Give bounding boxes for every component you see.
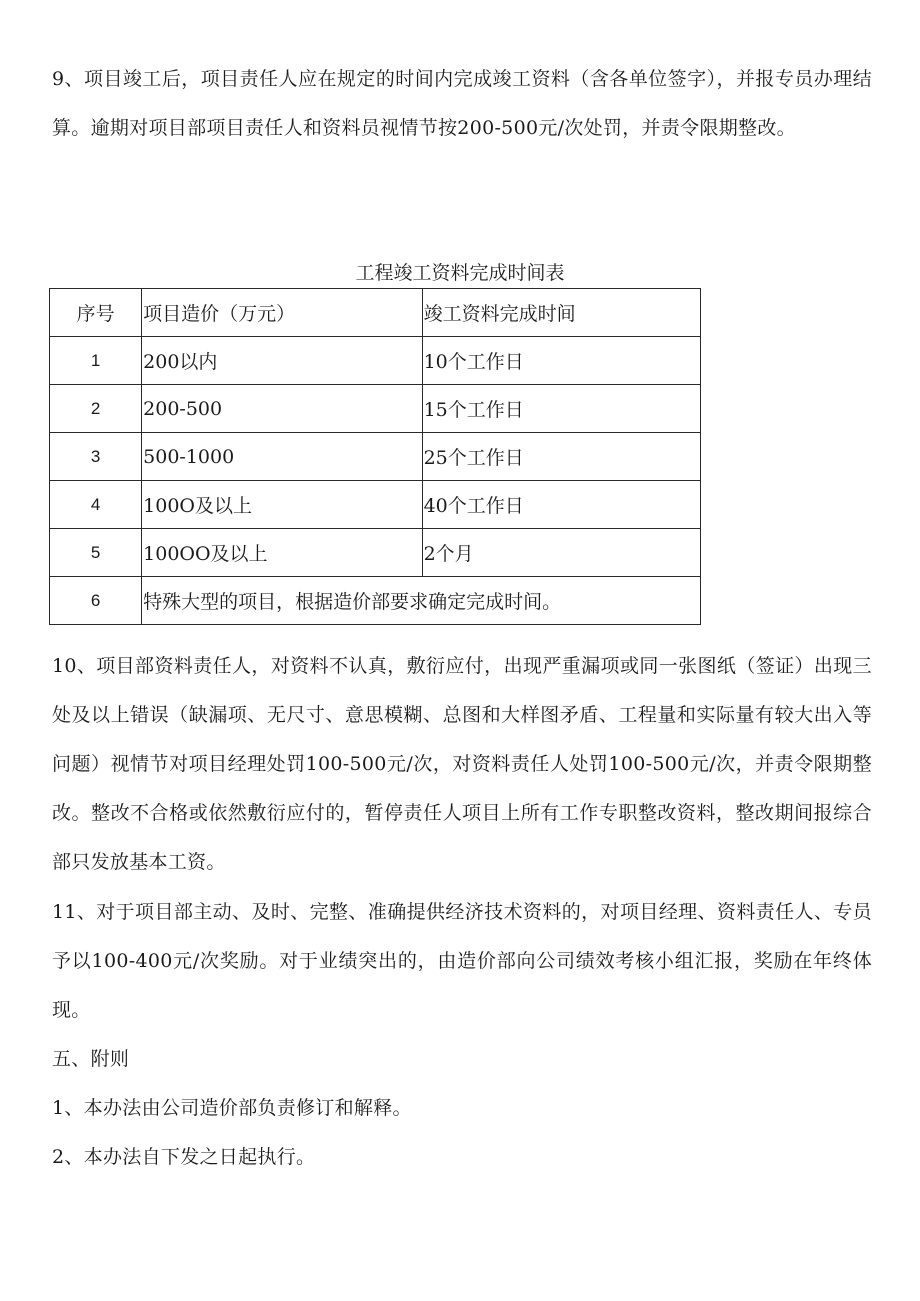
row-no: 1: [50, 337, 142, 385]
row-time: 15个工作日: [422, 385, 700, 433]
table-row: [50, 433, 701, 481]
row-no: 4: [50, 481, 142, 529]
row-cost: 200-500: [142, 385, 422, 433]
paragraph-10: 10、项目部资料责任人，对资料不认真，敷衍应付，出现严重漏项或同一张图纸（签证）出现三处及以上错误（缺漏项、无尺寸、意思模糊、总图和大样图矛盾、工程量和实际量有较大出入等问题）视情节对项目经理处罚100-500元/次，对资料责任人处罚100-500元/次，并责令限期整改。整改不合格或依然敷衍应付的，暂停责任人项目上所有工作专职整改资料，整改期间报综合部只发放基本工资。: [52, 655, 872, 873]
table-row: [50, 385, 701, 433]
row-cost: 100O及以上: [142, 481, 422, 529]
table-row: [50, 481, 701, 529]
row-time: 25个工作日: [422, 433, 700, 481]
row-cost: 100OO及以上: [142, 529, 422, 577]
appendix-item-2: 2、本办法自下发之日起执行。: [52, 1146, 316, 1168]
table-header-row: [50, 289, 701, 337]
table-row: [50, 337, 701, 385]
header-cost: 项目造价（万元）: [142, 289, 422, 337]
row-no: 3: [50, 433, 142, 481]
row-note: 特殊大型的项目，根据造价部要求确定完成时间。: [142, 577, 701, 625]
section-heading-5: 五、附则: [52, 1048, 130, 1070]
header-time: 竣工资料完成时间: [422, 289, 700, 337]
table-row: [50, 529, 701, 577]
completion-time-table: [49, 288, 701, 625]
appendix-item-1: 1、本办法由公司造价部负责修订和解释。: [52, 1097, 412, 1119]
table-title: 工程竣工资料完成时间表: [355, 262, 565, 284]
row-time: 10个工作日: [422, 337, 700, 385]
row-time: 40个工作日: [422, 481, 700, 529]
row-no: 2: [50, 385, 142, 433]
header-no: 序号: [50, 289, 142, 337]
row-no: 6: [50, 577, 142, 625]
row-no: 5: [50, 529, 142, 577]
row-time: 2个月: [422, 529, 700, 577]
row-cost: 500-1000: [142, 433, 422, 481]
paragraph-11: 11、对于项目部主动、及时、完整、准确提供经济技术资料的，对项目经理、资料责任人、专员予以100-400元/次奖励。对于业绩突出的，由造价部向公司绩效考核小组汇报，奖励在年终体现。: [52, 901, 872, 1021]
table-row: [50, 577, 701, 625]
row-cost: 200以内: [142, 337, 422, 385]
paragraph-9: 9、项目竣工后，项目责任人应在规定的时间内完成竣工资料（含各单位签字），并报专员办理结算。逾期对项目部项目责任人和资料员视情节按200-500元/次处罚，并责令限期整改。: [52, 68, 872, 139]
